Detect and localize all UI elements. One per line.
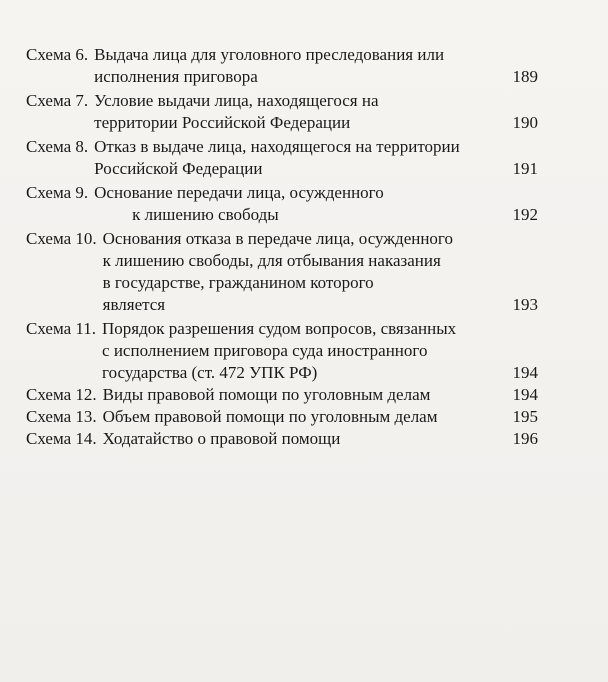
toc-entry-label: Схема 8. — [26, 137, 89, 156]
toc-entry-label: Схема 10. — [26, 229, 97, 248]
toc-entry-scheme-13 — [26, 406, 546, 428]
toc-entry-scheme-8 — [26, 136, 546, 180]
toc-entry-label: Схема 6. — [26, 45, 89, 64]
toc-entry-title-line: с исполнением приговора суда иностранного — [102, 341, 428, 360]
toc-entry-title-line: к лишению свободы — [132, 205, 279, 224]
toc-entry-scheme-12 — [26, 384, 546, 406]
toc-entry-title-line: территории Российской Федерации — [94, 113, 351, 132]
toc-entry-title-line: Порядок разрешения судом вопросов, связанных — [102, 319, 457, 338]
toc-entry-scheme-9 — [26, 182, 546, 226]
toc-entry-title-line: Российской Федерации — [94, 159, 263, 178]
toc-entry-title-line: исполнения приговора — [94, 67, 258, 86]
toc-entry-title — [88, 44, 546, 88]
toc-entry-title — [88, 136, 546, 180]
toc-entry-page-number: 196 — [512, 429, 538, 448]
toc-entry-label: Схема 9. — [26, 183, 89, 202]
toc-entry-title — [97, 406, 546, 428]
toc-entry-label: Схема 11. — [26, 319, 97, 338]
toc-entry-page-number: 194 — [512, 385, 538, 404]
toc-entry-scheme-7 — [26, 90, 546, 134]
toc-entry-page-number: 191 — [512, 159, 538, 178]
toc-entry-title — [88, 90, 546, 134]
toc-entry-title-line: к лишению свободы, для отбывания наказания — [102, 251, 441, 270]
table-of-contents — [26, 44, 546, 450]
toc-entry-title — [97, 384, 546, 406]
toc-entry-title — [97, 228, 546, 316]
toc-entry-title-line: Выдача лица для уголовного преследования или — [94, 45, 445, 64]
toc-entry-scheme-11 — [26, 318, 546, 384]
toc-entry-label: Схема 14. — [26, 429, 97, 448]
toc-entry-scheme-6 — [26, 44, 546, 88]
toc-entry-page-number: 195 — [512, 407, 538, 426]
toc-entry-title-line: Условие выдачи лица, находящегося на — [94, 91, 379, 110]
toc-entry-scheme-14 — [26, 428, 546, 450]
toc-entry-title-line: является — [102, 295, 166, 314]
toc-entry-title-line: в государстве, гражданином которого — [102, 273, 374, 292]
toc-entry-title-line: Отказ в выдаче лица, находящегося на территории — [94, 137, 460, 156]
toc-entry-title — [88, 182, 546, 226]
toc-entry-title-line: Ходатайство о правовой помощи — [102, 429, 341, 448]
toc-entry-title-line: Основания отказа в передаче лица, осужденного — [102, 229, 453, 248]
toc-entry-label: Схема 13. — [26, 407, 97, 426]
toc-entry-title-line: Основание передачи лица, осужденного — [94, 183, 384, 202]
toc-entry-title — [97, 428, 546, 450]
toc-entry-page-number: 192 — [512, 205, 538, 224]
toc-entry-scheme-10 — [26, 228, 546, 316]
toc-entry-title-line: Виды правовой помощи по уголовным делам — [102, 385, 431, 404]
toc-entry-label: Схема 12. — [26, 385, 97, 404]
toc-entry-title — [96, 318, 546, 384]
toc-entry-page-number: 194 — [512, 363, 538, 382]
toc-entry-title-line: Объем правовой помощи по уголовным делам — [102, 407, 438, 426]
toc-entry-title-line: государства (ст. 472 УПК РФ) — [102, 363, 318, 382]
toc-entry-page-number: 193 — [512, 295, 538, 314]
toc-entry-page-number: 189 — [512, 67, 538, 86]
toc-entry-label: Схема 7. — [26, 91, 89, 110]
toc-entry-page-number: 190 — [512, 113, 538, 132]
